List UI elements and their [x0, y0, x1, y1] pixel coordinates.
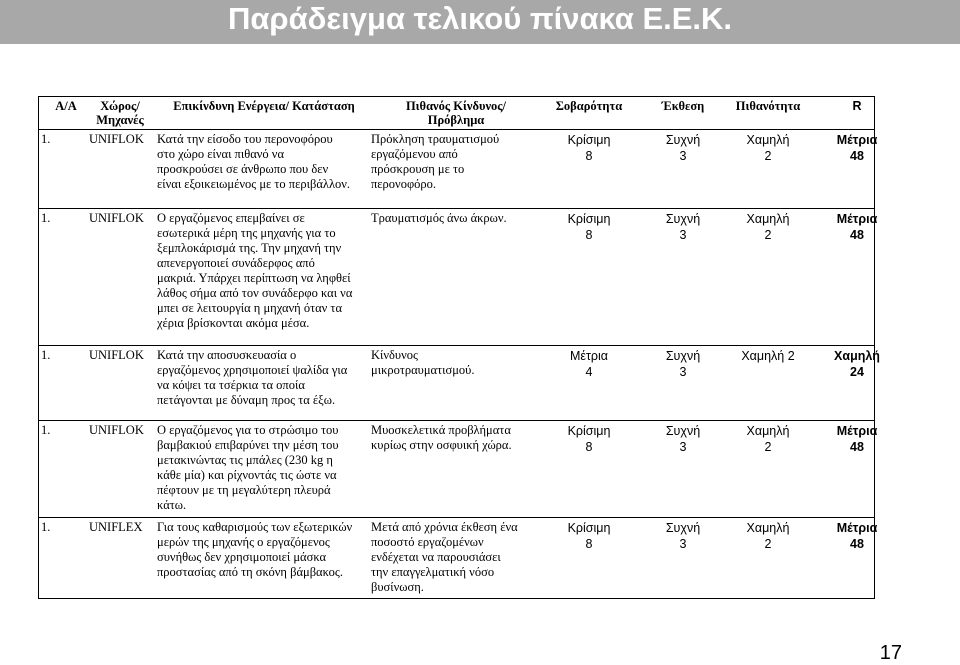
probability-label: Χαμηλή — [746, 133, 790, 147]
row-aa: 1. — [41, 348, 51, 362]
r-value: 48 — [850, 149, 864, 163]
severity-label: Κρίσιμη — [567, 212, 611, 226]
row-machine: UNIFLOK — [89, 348, 144, 362]
page-title: Παράδειγμα τελικού πίνακα Ε.Ε.Κ. — [227, 1, 733, 36]
row-severity — [531, 520, 647, 552]
exposure-value: 3 — [679, 365, 687, 379]
severity-value: 8 — [585, 440, 593, 454]
exposure-label: Συχνή — [665, 521, 701, 535]
row-exposure — [647, 423, 719, 455]
severity-label: Κρίσιμη — [567, 424, 611, 438]
row-probability — [719, 348, 817, 364]
row-risk: Μετά από χρόνια έκθεση ένα ποσοστό εργαζομένων ενδέχεται να παρουσιάσει την επαγγελματική νόσο βυσίνωση. — [371, 520, 518, 594]
r-value: 24 — [850, 365, 864, 379]
severity-value: 8 — [585, 228, 593, 242]
table-row — [39, 129, 878, 208]
row-aa: 1. — [41, 211, 51, 225]
r-value: 48 — [850, 440, 864, 454]
row-probability — [719, 132, 817, 164]
severity-value: 8 — [585, 537, 593, 551]
header-risk — [371, 99, 541, 127]
probability-label: Χαμηλή — [746, 212, 790, 226]
exposure-label: Συχνή — [665, 212, 701, 226]
header-hazard: Επικίνδυνη Ενέργεια/ Κατάσταση — [173, 99, 355, 113]
row-exposure — [647, 348, 719, 380]
r-label: Μέτρια — [836, 133, 878, 147]
row-severity — [531, 423, 647, 455]
row-machine: UNIFLOK — [89, 211, 144, 225]
header-space-line1: Χώρος/ — [100, 99, 140, 113]
row-machine: UNIFLEX — [89, 520, 143, 534]
row-severity — [531, 348, 647, 380]
table-row — [39, 420, 878, 517]
header-r: R — [852, 99, 862, 113]
severity-value: 8 — [585, 149, 593, 163]
probability-value: 2 — [764, 149, 772, 163]
row-probability — [719, 520, 817, 552]
r-value: 48 — [850, 537, 864, 551]
row-risk: Πρόκληση τραυματισμού εργαζόμενου από πρόσκρουση με το περονοφόρο. — [371, 132, 500, 191]
r-label: Μέτρια — [836, 424, 878, 438]
exposure-label: Συχνή — [665, 349, 701, 363]
row-exposure — [647, 211, 719, 243]
row-machine: UNIFLOK — [89, 423, 144, 437]
row-aa: 1. — [41, 423, 51, 437]
row-hazard: Για τους καθαρισμούς των εξωτερικών μερών της μηχανής ο εργαζόμενος συνήθως δεν χρησιμοποιεί μάσκα προστασίας από τη σκόνη βάμβακος. — [157, 520, 353, 579]
probability-label: Χαμηλή — [746, 521, 790, 535]
exposure-value: 3 — [679, 149, 687, 163]
row-aa: 1. — [41, 520, 51, 534]
exposure-label: Συχνή — [665, 424, 701, 438]
row-risk: Μυοσκελετικά προβλήματα κυρίως στην οσφυική χώρα. — [371, 423, 512, 452]
severity-label: Κρίσιμη — [567, 521, 611, 535]
header-risk-line1: Πιθανός Κίνδυνος/ — [405, 99, 507, 113]
header-probability: Πιθανότητα — [735, 99, 801, 113]
table-header — [39, 97, 874, 129]
table-row — [39, 345, 880, 420]
row-severity — [531, 132, 647, 164]
header-space-line2: Μηχανές — [96, 113, 144, 127]
exposure-value: 3 — [679, 440, 687, 454]
row-machine: UNIFLOK — [89, 132, 144, 146]
severity-label: Μέτρια — [569, 349, 609, 363]
severity-value: 4 — [585, 365, 593, 379]
page-number: 17 — [879, 642, 902, 664]
row-hazard: Κατά την αποσυσκευασία ο εργαζόμενος χρησιμοποιεί ψαλίδα για να κόψει τα τσέρκια τα οποία πετάγονται με δύναμη προς τα έξω. — [157, 348, 348, 407]
row-risk: Κίνδυνος μικροτραυματισμού. — [371, 348, 475, 377]
row-hazard: Ο εργαζόμενος επεμβαίνει σε εσωτερικά μέρη της μηχανής για το ξεμπλοκάρισμά της. Την μηχανή την απενεργοποιεί συνάδερφος από μακριά. Υπάρχει περίπτωση να ληφθεί λάθος σήμα από τον συνάδερφο και να μπει σε λειτουργία η μηχανή όταν τα χέρια βρίσκονται ακόμα μέσα. — [157, 211, 353, 330]
table-row — [39, 208, 878, 345]
table-row — [39, 517, 878, 598]
r-label: Χαμηλή — [834, 349, 880, 363]
risk-assessment-table — [38, 96, 880, 599]
row-exposure — [647, 132, 719, 164]
row-r — [817, 211, 897, 243]
header-exposure: Έκθεση — [661, 99, 705, 113]
probability-label: Χαμηλή 2 — [741, 349, 795, 363]
header-aa: Α/Α — [55, 99, 77, 113]
row-exposure — [647, 520, 719, 552]
probability-value: 2 — [764, 537, 772, 551]
header-space — [85, 99, 155, 127]
row-r — [817, 520, 897, 552]
probability-label: Χαμηλή — [746, 424, 790, 438]
exposure-value: 3 — [679, 228, 687, 242]
row-r — [817, 423, 897, 455]
row-r — [817, 132, 897, 164]
row-probability — [719, 423, 817, 455]
row-probability — [719, 211, 817, 243]
exposure-label: Συχνή — [665, 133, 701, 147]
r-label: Μέτρια — [836, 212, 878, 226]
probability-value: 2 — [764, 228, 772, 242]
row-risk: Τραυματισμός άνω άκρων. — [371, 211, 507, 225]
header-severity: Σοβαρότητα — [555, 99, 623, 113]
row-aa: 1. — [41, 132, 51, 146]
probability-value: 2 — [764, 440, 772, 454]
r-value: 48 — [850, 228, 864, 242]
row-r — [817, 348, 897, 380]
severity-label: Κρίσιμη — [567, 133, 611, 147]
row-hazard: Ο εργαζόμενος για το στρώσιμο του βαμβακιού επιβαρύνει την μέση του μετακινώντας τις μπάλες (230 kg η κάθε μία) και ρίχνοντάς τις ώστε να πέφτουν με τη μεγαλύτερη πλευρά κάτω. — [157, 423, 339, 512]
row-severity — [531, 211, 647, 243]
exposure-value: 3 — [679, 537, 687, 551]
r-label: Μέτρια — [836, 521, 878, 535]
header-risk-line2: Πρόβλημα — [427, 113, 485, 127]
row-hazard: Κατά την είσοδο του περονοφόρου στο χώρο είναι πιθανό να προσκρούσει σε άνθρωπο που δεν είναι εξοικειωμένος με το περιβάλλον. — [157, 132, 351, 191]
